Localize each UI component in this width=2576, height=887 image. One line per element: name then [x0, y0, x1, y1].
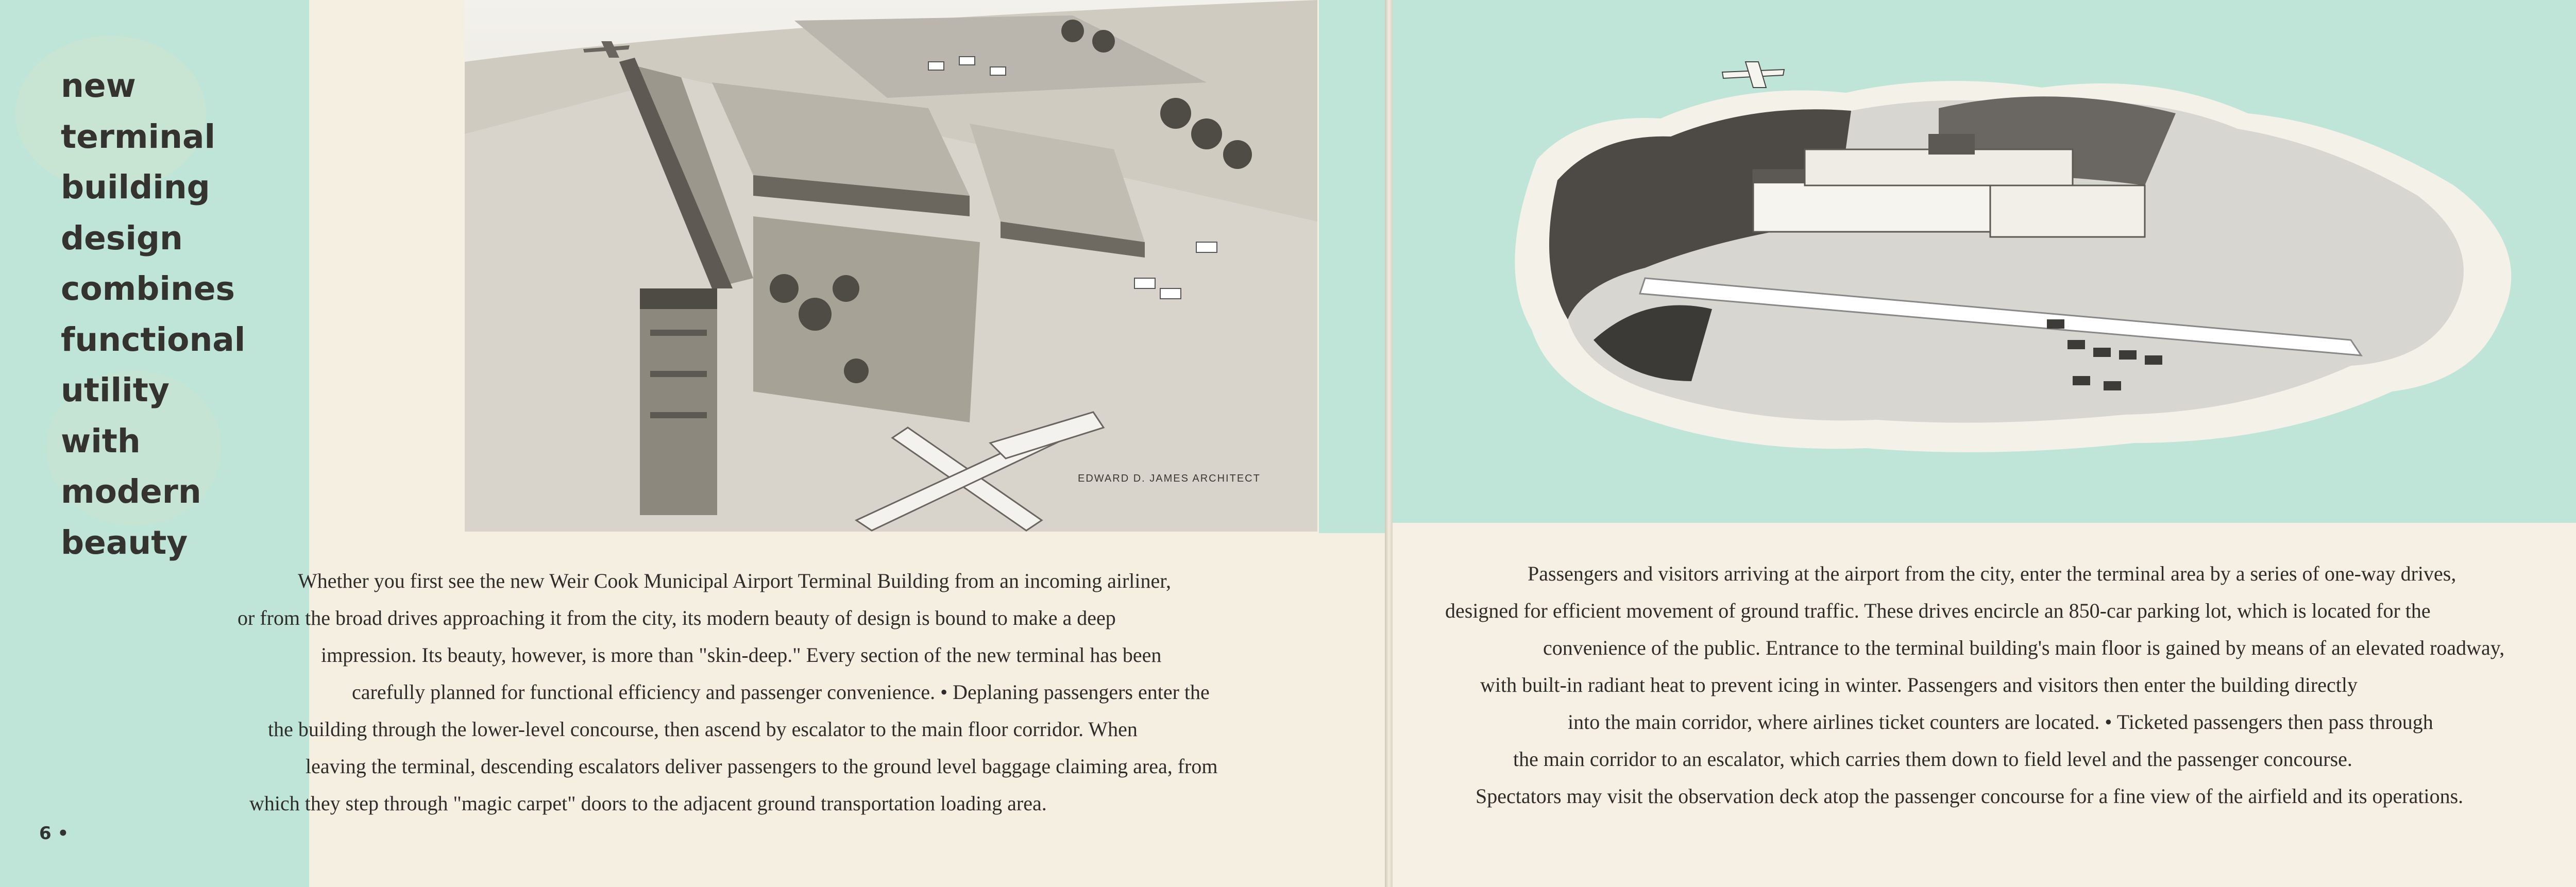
- heading-line: design: [61, 219, 183, 257]
- body-line: Whether you first see the new Weir Cook Municipal Airport Terminal Building from an incoming airliner,: [298, 569, 1171, 592]
- body-line: with built-in radiant heat to prevent icing in winter. Passengers and visitors then enter the building directly: [1480, 673, 2358, 696]
- body-line: designed for efficient movement of ground traffic. These drives encircle an 850-car parking lot, which is located for the: [1445, 599, 2431, 622]
- heading-line: building: [61, 168, 210, 206]
- body-line: which they step through "magic carpet" doors to the adjacent ground transportation loading area.: [249, 792, 1047, 815]
- body-line: Spectators may visit the observation deck atop the passenger concourse for a fine view of the airfield and its operations.: [1476, 784, 2464, 808]
- heading-line: with: [61, 422, 141, 460]
- page-number-left: 6 •: [39, 823, 69, 844]
- heading-line: combines: [61, 270, 235, 308]
- body-line: carefully planned for functional efficiency and passenger convenience. • Deplaning passengers enter the: [352, 680, 1210, 704]
- body-line: into the main corridor, where airlines ticket counters are located. • Ticketed passengers then pass through: [1568, 710, 2433, 734]
- body-line: convenience of the public. Entrance to the terminal building's main floor is gained by means of an elevated roadway,: [1543, 636, 2505, 659]
- heading-line: modern: [61, 473, 201, 510]
- terminal-vignette-illustration: [1475, 52, 2576, 464]
- left-mint-strip: [1319, 0, 1388, 533]
- heading-line: beauty: [61, 523, 188, 561]
- heading-line: functional: [61, 320, 246, 359]
- architect-signature: EDWARD D. JAMES ARCHITECT: [1078, 473, 1261, 484]
- heading-line: utility: [61, 371, 170, 409]
- body-line: the main corridor to an escalator, which carries them down to field level and the passenger concourse.: [1513, 747, 2352, 771]
- body-line: leaving the terminal, descending escalators deliver passengers to the ground level baggage claiming area, from: [306, 755, 1218, 778]
- body-line: impression. Its beauty, however, is more than "skin-deep." Every section of the new terminal has been: [321, 643, 1162, 667]
- body-line: or from the broad drives approaching it from the city, its modern beauty of design is bound to make a deep: [238, 606, 1116, 629]
- body-line: the building through the lower-level concourse, then ascend by escalator to the main floor corridor. When: [268, 718, 1138, 741]
- body-line: Passengers and visitors arriving at the airport from the city, enter the terminal area by a series of one-way drives,: [1528, 562, 2456, 585]
- heading-line: terminal: [61, 117, 216, 156]
- right-page: [1393, 0, 2576, 887]
- page-heading: [61, 61, 245, 568]
- terminal-aerial-illustration: [465, 0, 1317, 532]
- heading-line: new: [61, 67, 136, 105]
